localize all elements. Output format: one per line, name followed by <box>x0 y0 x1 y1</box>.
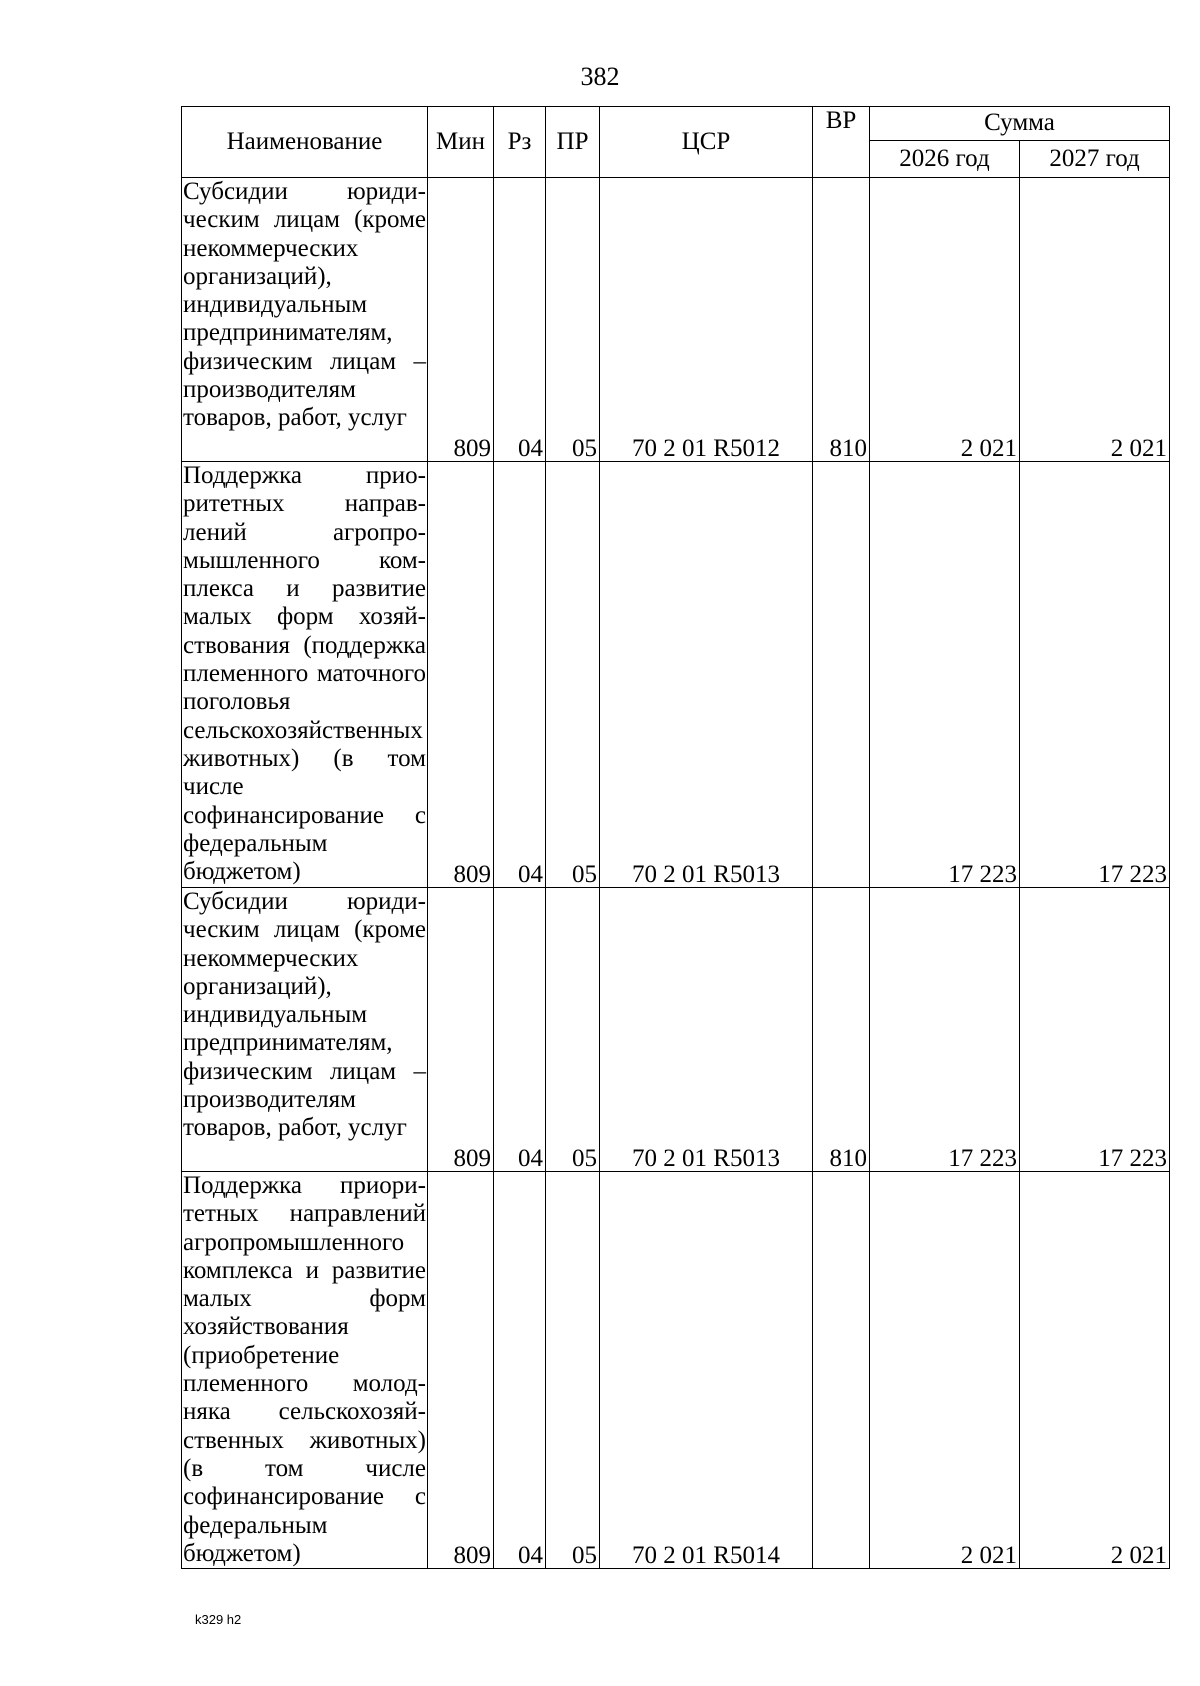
row-sum-2027: 2 021 <box>1020 178 1170 462</box>
row-pr: 05 <box>546 462 600 888</box>
row-pr: 05 <box>546 1172 600 1569</box>
row-sum-2027: 17 223 <box>1020 888 1170 1172</box>
row-name: Субсидии юридическим лицам (кроме некоммерческих организаций), индивидуальным предпринимателям, физическим лицам – производителям товаров, работ, услуг <box>182 888 428 1172</box>
row-rz: 04 <box>494 178 546 462</box>
table-row <box>182 1172 1170 1569</box>
row-min: 809 <box>428 888 494 1172</box>
table-header <box>182 107 1170 178</box>
header-vr: ВР <box>813 107 870 178</box>
row-csr: 70 2 01 R5014 <box>600 1172 813 1569</box>
row-pr: 05 <box>546 888 600 1172</box>
row-name: Поддержка приоритетных направлений агропромышленного комплекса и развитие малых форм хозяйствования (поддержка племенного маточного поголовья сельскохозяйственных животных) (в том числе софинансирование с федеральным бюджетом) <box>182 462 428 888</box>
header-csr: ЦСР <box>600 107 813 178</box>
row-sum-2027: 17 223 <box>1020 462 1170 888</box>
header-year-2026: 2026 год <box>870 141 1020 178</box>
row-rz: 04 <box>494 1172 546 1569</box>
row-min: 809 <box>428 178 494 462</box>
row-vr: 810 <box>813 888 870 1172</box>
header-year-2027: 2027 год <box>1020 141 1170 178</box>
header-name: Наименование <box>182 107 428 178</box>
row-min: 809 <box>428 1172 494 1569</box>
row-vr <box>813 1172 870 1569</box>
budget-table <box>181 106 1170 1569</box>
footer-code: k329 h2 <box>195 1612 242 1627</box>
row-name: Поддержка приоритетных направлений агропромышленного комплекса и развитие малых форм хозяйствования (приобретение племенного молодняка сельскохозяйственных животных) (в том числе софинансирование с федеральным бюджетом) <box>183 1172 426 1567</box>
header-sum: Сумма <box>870 107 1170 141</box>
table-row <box>182 462 1170 888</box>
page-number: 382 <box>580 62 620 91</box>
row-sum-2027: 2 021 <box>1020 1172 1170 1569</box>
row-min: 809 <box>428 462 494 888</box>
row-sum-2026: 2 021 <box>870 178 1020 462</box>
table-row <box>182 178 1170 462</box>
row-csr: 70 2 01 R5013 <box>600 888 813 1172</box>
row-sum-2026: 2 021 <box>870 1172 1020 1569</box>
row-csr: 70 2 01 R5013 <box>600 462 813 888</box>
header-pr: ПР <box>546 107 600 178</box>
row-rz: 04 <box>494 888 546 1172</box>
row-csr: 70 2 01 R5012 <box>600 178 813 462</box>
header-rz: Рз <box>494 107 546 178</box>
table-row <box>182 888 1170 1172</box>
row-vr <box>813 462 870 888</box>
row-pr: 05 <box>546 178 600 462</box>
row-sum-2026: 17 223 <box>870 462 1020 888</box>
row-sum-2026: 17 223 <box>870 888 1020 1172</box>
row-rz: 04 <box>494 462 546 888</box>
row-vr: 810 <box>813 178 870 462</box>
header-min: Мин <box>428 107 494 178</box>
row-name: Субсидии юридическим лицам (кроме некоммерческих организаций), индивидуальным предпринимателям, физическим лицам – производителям товаров, работ, услуг <box>182 178 428 462</box>
